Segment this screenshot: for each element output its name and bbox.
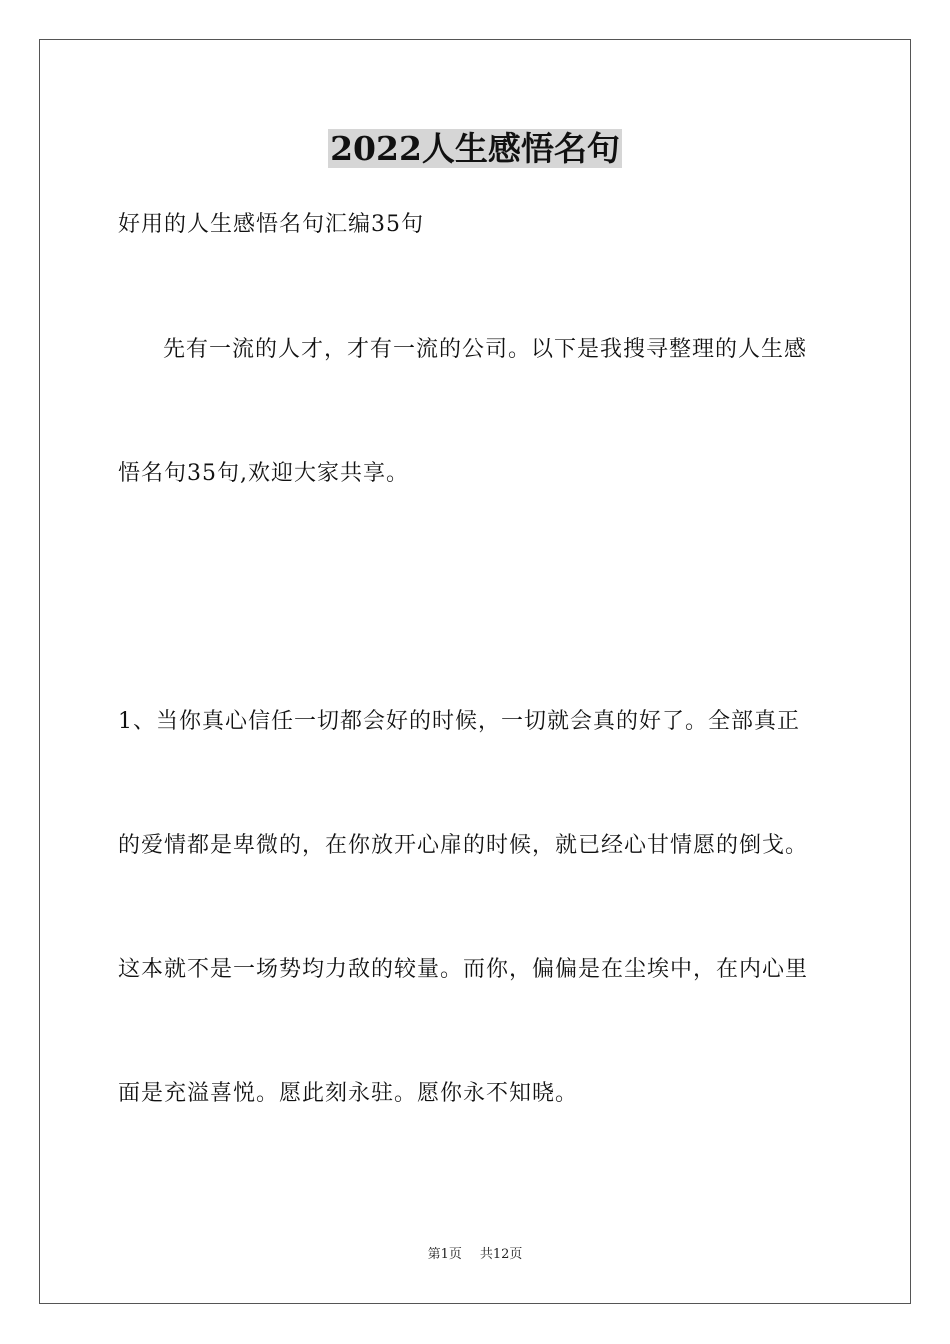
document-title-text: 2022人生感悟名句 bbox=[330, 129, 620, 168]
intro-line: 先有一流的人才，才有一流的公司。以下是我搜寻整理的人生感 bbox=[163, 337, 808, 362]
quote-line: 这本就不是一场势均力敌的较量。而你，偏偏是在尘埃中，在内心里 bbox=[118, 957, 809, 982]
document-title bbox=[0, 127, 950, 171]
page-total: 共12页 bbox=[479, 1247, 523, 1262]
quote-line: 的爱情都是卑微的，在你放开心扉的时候，就已经心甘情愿的倒戈。 bbox=[118, 833, 809, 858]
intro-line: 悟名句35句,欢迎大家共享。 bbox=[118, 461, 409, 486]
page-footer bbox=[0, 1246, 950, 1264]
document-subtitle: 好用的人生感悟名句汇编35句 bbox=[118, 212, 424, 237]
page-number: 第1页 bbox=[427, 1247, 462, 1262]
quote-line: 1、当你真心信任一切都会好的时候，一切就会真的好了。全部真正 bbox=[118, 709, 800, 734]
quote-line: 面是充溢喜悦。愿此刻永驻。愿你永不知晓。 bbox=[118, 1081, 579, 1106]
